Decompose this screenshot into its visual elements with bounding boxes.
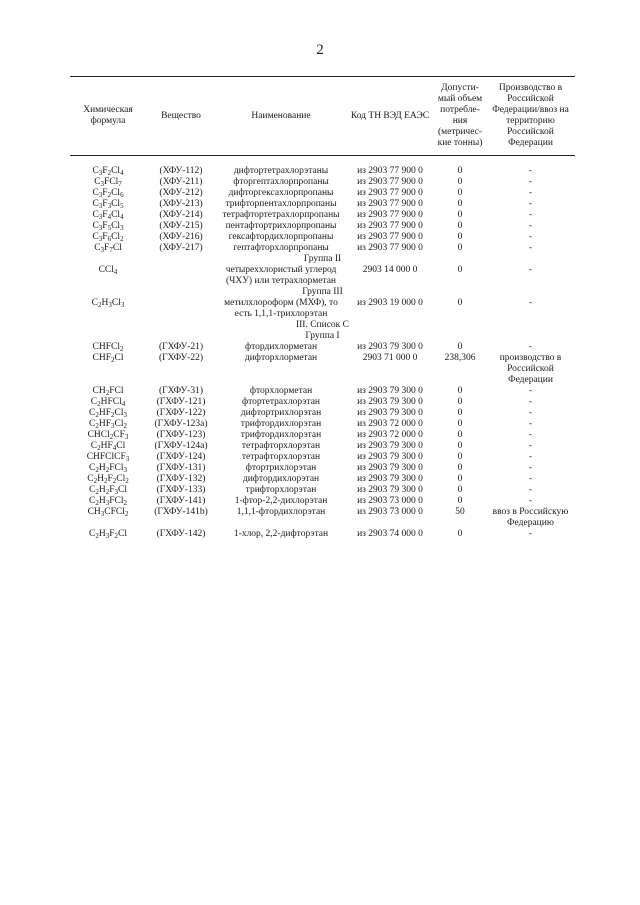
cell-code: из 2903 77 900 0 xyxy=(357,188,423,198)
cell-formula: $CHF_2Cl$ xyxy=(92,353,124,364)
cell-name: тетрафтортетрахлорпропаны xyxy=(222,210,340,220)
header-production: Производство в Российской Федерации/ввоз на территорию Российской Федерации xyxy=(486,77,575,156)
cell-substance xyxy=(146,298,216,320)
cell-name: гептафторхлорпропаны xyxy=(233,243,329,253)
cell-name: трифторхлорэтан xyxy=(245,485,317,495)
cell-formula: $CHCl_2CF_3$ xyxy=(87,430,129,441)
cell-volume: 0 xyxy=(457,232,463,242)
cell-volume: 0 xyxy=(457,221,463,231)
cell-production: - xyxy=(528,441,533,451)
cell-volume: 238,306 xyxy=(444,353,476,363)
table-row xyxy=(70,430,575,441)
cell-name: дифтордихлорэтан xyxy=(242,474,320,484)
cell-production: - xyxy=(528,397,533,407)
cell-substance: (ГХФУ-131) xyxy=(156,463,206,473)
cell-formula: $C_3FCl_7$ xyxy=(94,177,122,188)
table-row xyxy=(70,507,575,529)
table-row xyxy=(70,298,575,320)
cell-code: из 2903 79 300 0 xyxy=(357,474,423,484)
cell-production: - xyxy=(528,199,533,209)
cell-production: - xyxy=(528,342,533,352)
cell-substance: (ГХФУ-31) xyxy=(158,386,204,396)
cell-code: из 2903 79 300 0 xyxy=(357,397,423,407)
table-row xyxy=(70,386,575,397)
cell-production: - xyxy=(528,210,533,220)
cell-production: - xyxy=(528,452,533,462)
table-row xyxy=(70,463,575,474)
cell-name: трифтордихлорэтан xyxy=(240,430,322,440)
cell-substance: (ГХФУ-123а) xyxy=(154,419,208,429)
cell-production: - xyxy=(528,529,533,539)
cell-formula: $C_2H_3FCl_2$ xyxy=(89,496,127,507)
cell-volume: 0 xyxy=(457,397,463,407)
cell-production: - xyxy=(528,265,533,275)
table-row xyxy=(70,441,575,452)
cell-production: - xyxy=(528,474,533,484)
cell-name: фтордихлорметан xyxy=(244,342,318,352)
cell-code: 2903 14 000 0 xyxy=(362,265,418,275)
cell-production: - xyxy=(528,221,533,231)
cell-volume: 0 xyxy=(457,298,463,308)
group-heading: Группа III xyxy=(302,287,343,297)
cell-volume: 0 xyxy=(457,188,463,198)
table-row xyxy=(70,353,575,386)
cell-name: фторгептахлорпропаны xyxy=(233,177,329,187)
cell-volume: 0 xyxy=(457,210,463,220)
cell-production: - xyxy=(528,232,533,242)
cell-volume: 0 xyxy=(457,452,463,462)
table-row xyxy=(70,408,575,419)
cell-formula: $C_2HF_3Cl_2$ xyxy=(89,419,127,430)
cell-formula: $C_3F_2Cl_4$ xyxy=(92,166,124,177)
cell-code: из 2903 79 300 0 xyxy=(357,386,423,396)
cell-code: из 2903 77 900 0 xyxy=(357,166,423,176)
cell-substance: (ГХФУ-121) xyxy=(156,397,206,407)
cell-code: из 2903 79 300 0 xyxy=(357,463,423,473)
cell-code: из 2903 72 000 0 xyxy=(357,430,423,440)
cell-volume: 0 xyxy=(457,441,463,451)
cell-production: - xyxy=(528,496,533,506)
cell-volume: 0 xyxy=(457,419,463,429)
cell-formula: CHFClCF$_3$ xyxy=(86,452,130,463)
cell-substance: (ХФУ-211) xyxy=(159,177,203,187)
cell-code: из 2903 79 300 0 xyxy=(357,452,423,462)
cell-production: - xyxy=(528,188,533,198)
cell-volume: 0 xyxy=(457,430,463,440)
header-code: Код ТН ВЭД ЕАЭС xyxy=(346,77,434,156)
table-row xyxy=(70,177,575,188)
cell-name: метилхлороформ (МХФ), то есть 1,1,1-трихлорэтан xyxy=(224,298,338,319)
cell-substance: (ГХФУ-124) xyxy=(156,452,206,462)
cell-formula: $C_3F_5Cl_3$ xyxy=(92,221,124,232)
cell-substance: (ХФУ-216) xyxy=(159,232,203,242)
table-row xyxy=(70,529,575,540)
substances-table xyxy=(70,76,575,540)
table-row xyxy=(70,474,575,485)
cell-volume: 0 xyxy=(457,166,463,176)
cell-name: фтортетрахлорэтан xyxy=(241,397,321,407)
cell-code: из 2903 72 000 0 xyxy=(357,419,423,429)
cell-formula: $C_3F_4Cl_4$ xyxy=(92,210,124,221)
table-row xyxy=(70,452,575,463)
cell-code: из 2903 77 900 0 xyxy=(357,199,423,209)
cell-production: - xyxy=(528,419,533,429)
cell-substance: (ГХФУ-122) xyxy=(156,408,206,418)
cell-substance: (ГХФУ-132) xyxy=(156,474,206,484)
table-row xyxy=(70,210,575,221)
group-heading: Группа I xyxy=(305,331,340,341)
table-row xyxy=(70,342,575,353)
cell-substance: (ГХФУ-142) xyxy=(156,529,206,539)
group-heading-row xyxy=(70,254,575,265)
page-number: 2 xyxy=(316,42,324,58)
cell-volume: 0 xyxy=(457,408,463,418)
cell-substance: (ХФУ-215) xyxy=(159,221,203,231)
cell-substance: (ХФУ-213) xyxy=(159,199,203,209)
cell-formula: $C_3F_3Cl_5$ xyxy=(92,199,124,210)
cell-code: из 2903 77 900 0 xyxy=(357,232,423,242)
cell-name: дифтортетрахлорэтаны xyxy=(233,166,329,176)
cell-volume: 0 xyxy=(457,463,463,473)
cell-substance: (ХФУ-212) xyxy=(159,188,203,198)
cell-substance: (ГХФУ-141b) xyxy=(154,507,208,517)
cell-name: фтортрихлорэтан xyxy=(245,463,317,473)
group-heading-row xyxy=(70,287,575,298)
cell-production: - xyxy=(528,177,533,187)
cell-code: из 2903 77 900 0 xyxy=(357,243,423,253)
cell-code: из 2903 19 000 0 xyxy=(357,298,423,308)
cell-formula: CCl$_4$ xyxy=(98,265,118,276)
cell-substance xyxy=(146,265,216,287)
header-name: Наименование xyxy=(216,77,346,156)
cell-formula: $C_2H_2F_3Cl$ xyxy=(89,485,127,496)
table-body xyxy=(70,156,575,541)
table-row xyxy=(70,397,575,408)
cell-volume: 0 xyxy=(457,199,463,209)
cell-code: из 2903 79 300 0 xyxy=(357,441,423,451)
cell-production: - xyxy=(528,430,533,440)
cell-name: гексафтордихлорпропаны xyxy=(228,232,334,242)
cell-substance: (ГХФУ-21) xyxy=(158,342,204,352)
header-volume: Допусти-мый объем потребле-ния (метричес-кие тонны) xyxy=(434,77,486,156)
cell-substance: (ГХФУ-133) xyxy=(156,485,206,495)
cell-volume: 0 xyxy=(457,243,463,253)
cell-volume: 50 xyxy=(455,507,465,517)
cell-production: - xyxy=(528,386,533,396)
cell-formula: $C_3F_7Cl$ xyxy=(94,243,122,254)
cell-code: из 2903 73 000 0 xyxy=(357,496,423,506)
cell-production: - xyxy=(528,243,533,253)
cell-name: дифторхлорметан xyxy=(244,353,318,363)
table-row xyxy=(70,188,575,199)
cell-name: пентафтортрихлорпропаны xyxy=(225,221,337,231)
cell-production: - xyxy=(528,463,533,473)
cell-substance: (ГХФУ-123) xyxy=(156,430,206,440)
cell-production: - xyxy=(528,485,533,495)
cell-name: 1,1,1-фтордихлорэтан xyxy=(236,507,326,517)
cell-formula: $C_3F_2Cl_6$ xyxy=(92,188,124,199)
cell-substance: (ХФУ-214) xyxy=(159,210,203,220)
cell-volume: 0 xyxy=(457,529,463,539)
cell-code: из 2903 77 900 0 xyxy=(357,177,423,187)
cell-name: четыреххлористый углерод (ЧХУ) или тетрахлорметан xyxy=(225,265,337,286)
cell-substance: (ХФУ-217) xyxy=(159,243,203,253)
table-row xyxy=(70,221,575,232)
cell-name: фторхлорметан xyxy=(249,386,313,396)
cell-code: из 2903 79 300 0 xyxy=(357,342,423,352)
cell-production: - xyxy=(528,166,533,176)
cell-substance: (ГХФУ-124а) xyxy=(154,441,208,451)
table-row xyxy=(70,243,575,254)
cell-volume: 0 xyxy=(457,474,463,484)
cell-code: из 2903 73 000 0 xyxy=(357,507,423,517)
cell-code: из 2903 79 300 0 xyxy=(357,408,423,418)
cell-substance: (ГХФУ-141) xyxy=(156,496,206,506)
table-row xyxy=(70,496,575,507)
cell-volume: 0 xyxy=(457,177,463,187)
cell-volume: 0 xyxy=(457,386,463,396)
cell-name: 1-фтор-2,2-дихлорэтан xyxy=(234,496,328,506)
group-heading: III. Список С xyxy=(295,320,350,330)
cell-name: дифторгексахлорпропаны xyxy=(228,188,334,198)
cell-formula: $C_3F_6Cl_2$ xyxy=(92,232,124,243)
cell-volume: 0 xyxy=(457,485,463,495)
cell-formula: $C_2H_3Cl_3$ xyxy=(91,298,125,309)
cell-volume: 0 xyxy=(457,265,463,275)
cell-name: дифтортрихлорэтан xyxy=(240,408,322,418)
cell-code: из 2903 79 300 0 xyxy=(357,485,423,495)
cell-code: 2903 71 000 0 xyxy=(362,353,418,363)
cell-formula: CHFCl$_2$ xyxy=(92,342,124,353)
cell-formula: $C_2HF_4Cl$ xyxy=(90,441,126,452)
table-row xyxy=(70,166,575,177)
cell-name: тетрафторхлорэтан xyxy=(241,441,321,451)
table-row xyxy=(70,419,575,430)
header-substance: Вещество xyxy=(146,77,216,156)
cell-formula: $C_2HF_2Cl_3$ xyxy=(89,408,127,419)
cell-volume: 0 xyxy=(457,342,463,352)
cell-production: производство в Российской Федерации xyxy=(499,353,562,385)
cell-formula: $C_2H_3F_2Cl$ xyxy=(89,529,127,540)
cell-volume: 0 xyxy=(457,496,463,506)
cell-formula: $CH_3CFCl_2$ xyxy=(87,507,129,518)
table-header xyxy=(70,77,575,156)
group-heading: Группа II xyxy=(303,254,342,264)
cell-code: из 2903 77 900 0 xyxy=(357,210,423,220)
group-heading-row xyxy=(70,331,575,342)
cell-formula: $CH_2FCl$ xyxy=(92,386,124,397)
cell-code: из 2903 77 900 0 xyxy=(357,221,423,231)
cell-name: трифторпентахлорпропаны xyxy=(225,199,337,209)
table-row xyxy=(70,199,575,210)
cell-substance: (ХФУ-112) xyxy=(159,166,203,176)
group-heading-row xyxy=(70,320,575,331)
cell-code: из 2903 74 000 0 xyxy=(357,529,423,539)
cell-formula: $C_2HFCl_4$ xyxy=(90,397,126,408)
cell-name: 1-хлор, 2,2-дифторэтан xyxy=(233,529,329,539)
cell-name: тетрафторхлорэтан xyxy=(241,452,321,462)
header-formula: Химическая формула xyxy=(70,77,146,156)
table-row xyxy=(70,232,575,243)
cell-formula: $C_2H_2F_2Cl_2$ xyxy=(87,474,129,485)
cell-substance: (ГХФУ-22) xyxy=(158,353,204,363)
table-row xyxy=(70,265,575,287)
cell-production: - xyxy=(528,298,533,308)
cell-formula: $C_2H_2FCl_3$ xyxy=(89,463,127,474)
cell-production: - xyxy=(528,408,533,418)
cell-name: трифтордихлорэтан xyxy=(240,419,322,429)
table-row xyxy=(70,485,575,496)
cell-production: ввоз в Российскую Федерацию xyxy=(492,507,569,528)
